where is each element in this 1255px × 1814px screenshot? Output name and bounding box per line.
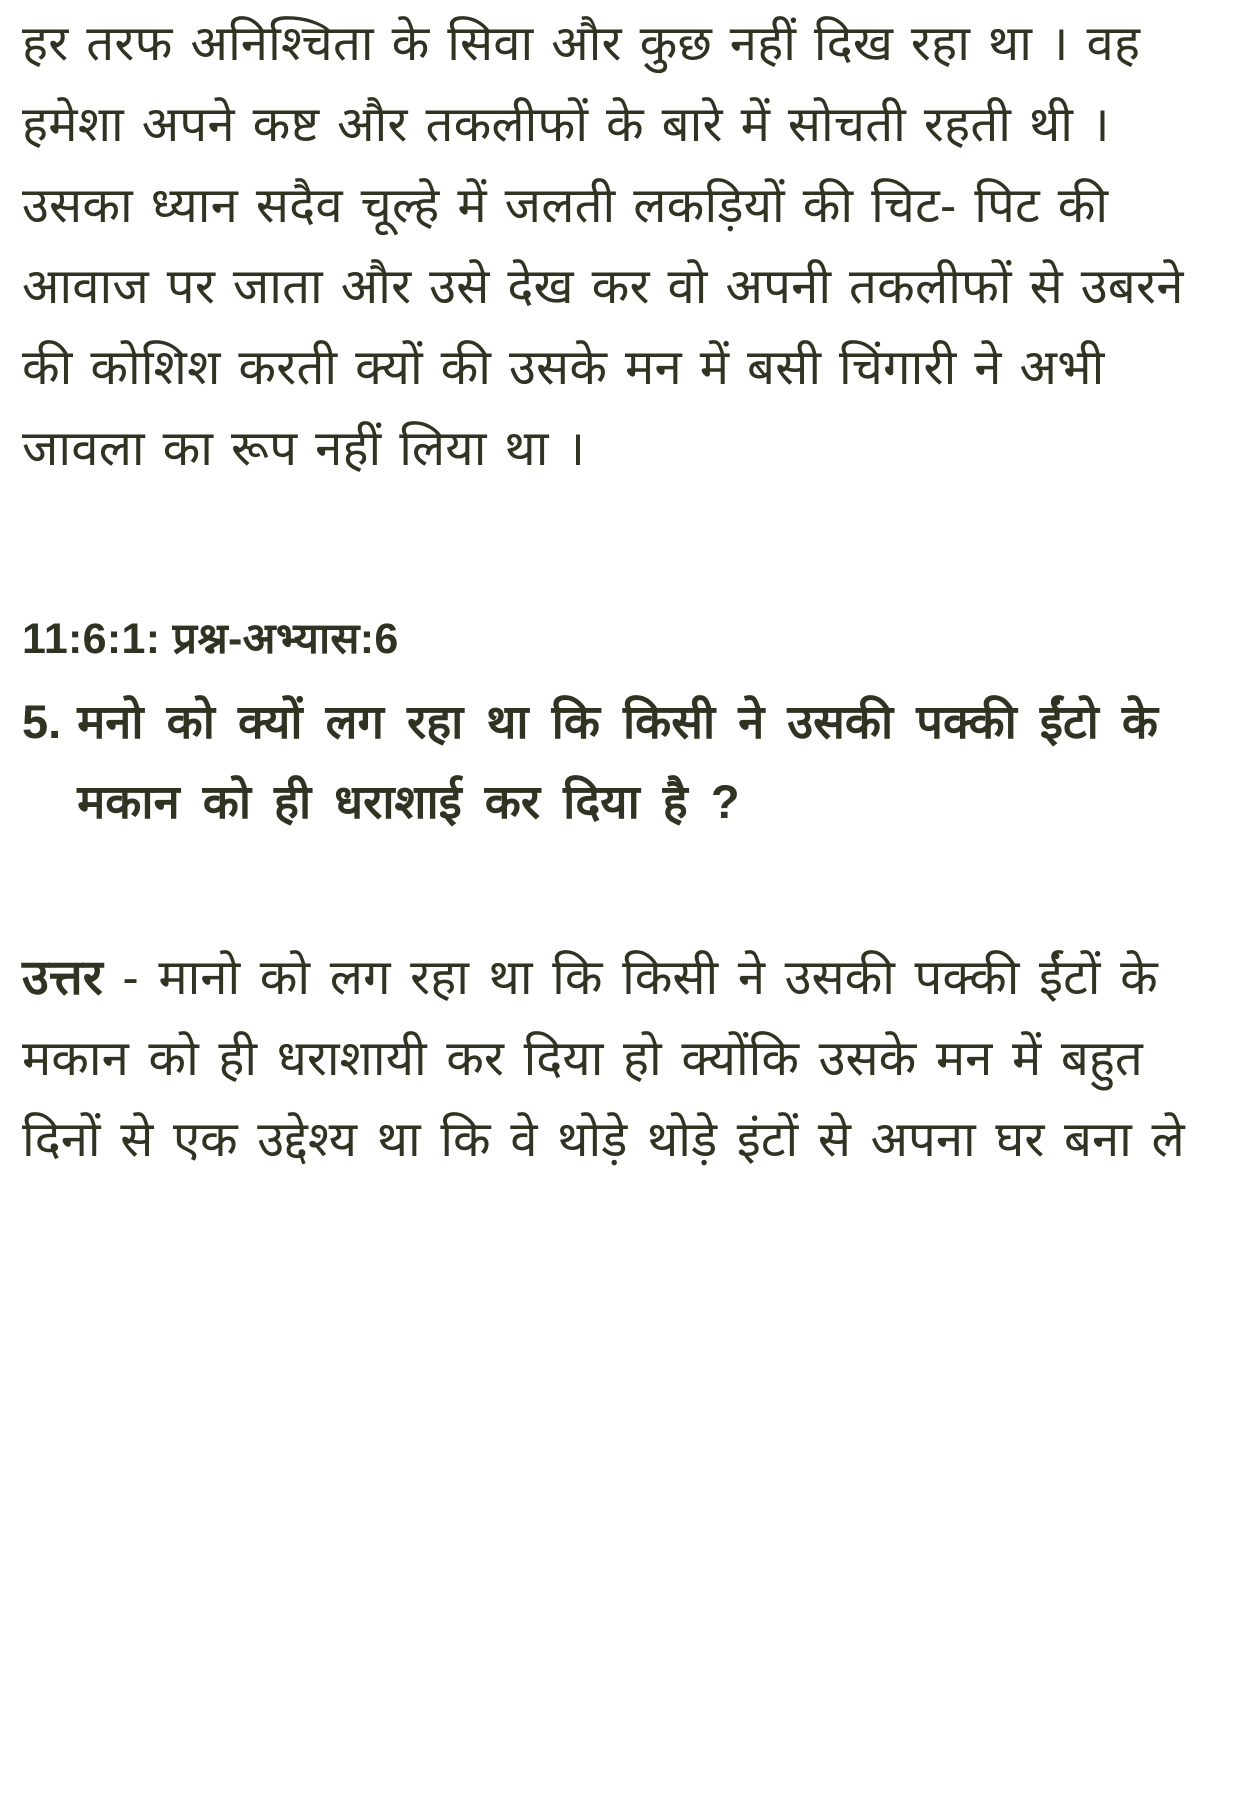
- answer-separator: -: [102, 951, 159, 1005]
- intro-paragraph: हर तरफ अनिश्चिता के सिवा और कुछ नहीं दिख रहा था । वह हमेशा अपने कष्ट और तकलीफों के बारे में सोचती रहती थी । उसका ध्यान सदैव चूल्हे में जलती लकड़ियों की चिट- पिट की आवाज पर जाता और उसे देख कर वो अपनी तकलीफों से उबरने की कोशिश करती क्यों की उसके मन में बसी चिंगारी ने अभी जावला का रूप नहीं लिया था ।: [22, 17, 1184, 476]
- answer-text: मानो को लग रहा था कि किसी ने उसकी पक्की ईंटों के मकान को ही धराशायी कर दिया हो क्योंकि उसके मन में बहुत दिनों से एक उद्देश्य था कि वे थोड़े थोड़े इंटों से अपना घर बना ले: [22, 951, 1185, 1167]
- spacer-after-intro: [22, 490, 1233, 608]
- question-block: [22, 670, 1233, 842]
- answer-label: उत्तर: [22, 951, 103, 1005]
- question-text: मनो को क्यों लग रहा था कि किसी ने उसकी पक्की ईंटो के मकान को ही धराशाई कर दिया है ?: [77, 695, 1158, 828]
- question-number: 5.: [22, 695, 62, 748]
- spacer-after-question: [22, 842, 1233, 938]
- answer-block: [22, 938, 1233, 1181]
- section-heading: 11:6:1: प्रश्न-अभ्यास:6: [22, 615, 399, 663]
